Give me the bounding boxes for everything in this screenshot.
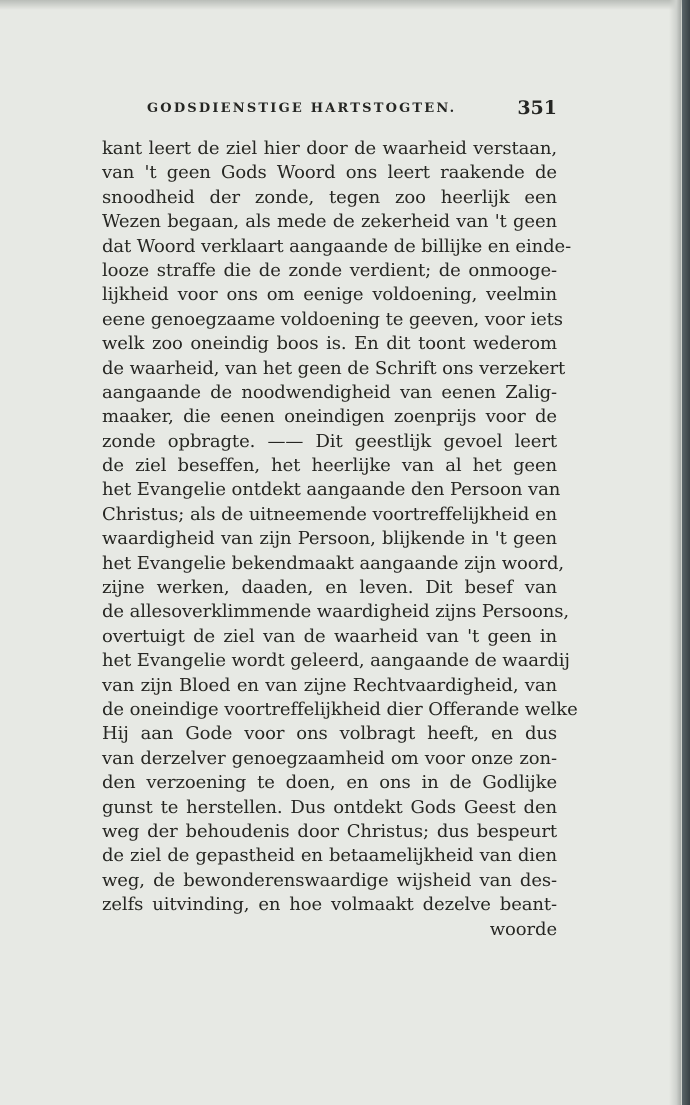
text-line: kant leert de ziel hier door de waarheid verstaan,	[102, 138, 557, 159]
text-line: de allesoverklimmende waardigheid zijns Persoons,	[102, 601, 570, 623]
text-line: waardigheid van zijn Persoon, blijkende in 't geen	[102, 528, 557, 550]
text-line: de ziel beseffen, het heerlijke van al het geen	[102, 455, 557, 477]
text-line: weg der behoudenis door Christus; dus bespeurt	[102, 820, 557, 842]
text-line: maaker, die eenen oneindigen zoenprijs voor de	[102, 406, 557, 428]
text-line: zelfs uitvinding, en hoe volmaakt dezelve beant-	[102, 894, 557, 916]
text-line: dat Woord verklaart aangaande de billijke en einde-	[102, 235, 572, 257]
page-top-shadow	[0, 0, 682, 10]
text-line: gunst te herstellen. Dus ontdekt Gods Geest den	[102, 796, 557, 818]
text-line: het Evangelie ontdekt aangaande den Persoon van	[102, 479, 561, 501]
text-line: overtuigt de ziel van de waarheid van 't geen in	[102, 625, 557, 647]
text-line: zonde opbragte. —— Dit geestlijk gevoel leert	[102, 430, 557, 452]
text-line: van zijn Bloed en van zijne Rechtvaardigheid, van	[102, 674, 557, 696]
page-right-edge	[669, 0, 681, 1105]
text-line: Christus; als de uitneemende voortreffelijkheid en	[102, 503, 557, 525]
text-line: aangaande de noodwendigheid van eenen Zalig-	[102, 381, 557, 403]
running-title: GODSDIENSTIGE HARTSTOGTEN.	[147, 101, 457, 116]
text-line: van derzelver genoegzaamheid om voor onze zon-	[102, 747, 557, 769]
text-line: zijne werken, daaden, en leven. Dit besef van	[102, 577, 557, 599]
text-line: de waarheid, van het geen de Schrift ons verzekert	[102, 357, 566, 379]
text-line: het Evangelie bekendmaakt aangaande zijn woord,	[102, 552, 565, 574]
text-line: snoodheid der zonde, tegen zoo heerlijk een	[102, 186, 557, 208]
book-cover-edge	[682, 0, 690, 1105]
text-line: de oneindige voortreffelijkheid dier Offerande welke	[102, 698, 578, 720]
text-line: welk zoo oneindig boos is. En dit toont wederom	[102, 333, 557, 355]
page-number: 351	[517, 97, 557, 119]
running-head	[147, 97, 557, 123]
text-line: looze straffe die de zonde verdient; de onmooge-	[102, 259, 557, 281]
catchword: woorde	[489, 918, 557, 940]
text-line: het Evangelie wordt geleerd, aangaande de waardij	[102, 650, 570, 672]
text-line: Hij aan Gode voor ons volbragt heeft, en dus	[102, 723, 557, 745]
text-line: weg, de bewonderenswaardige wijsheid van des-	[102, 869, 557, 891]
text-line: eene genoegzaame voldoening te geeven, voor iets	[102, 308, 563, 330]
text-line: den verzoening te doen, en ons in de Godlijke	[102, 772, 557, 794]
text-line: Wezen begaan, als mede de zekerheid van 't geen	[102, 211, 557, 233]
text-line: lijkheid voor ons om eenige voldoening, veelmin	[102, 284, 557, 306]
text-line: van 't geen Gods Woord ons leert raakende de	[102, 162, 557, 184]
text-line: de ziel de gepastheid en betaamelijkheid van dien	[102, 845, 557, 867]
body-text	[102, 137, 578, 942]
